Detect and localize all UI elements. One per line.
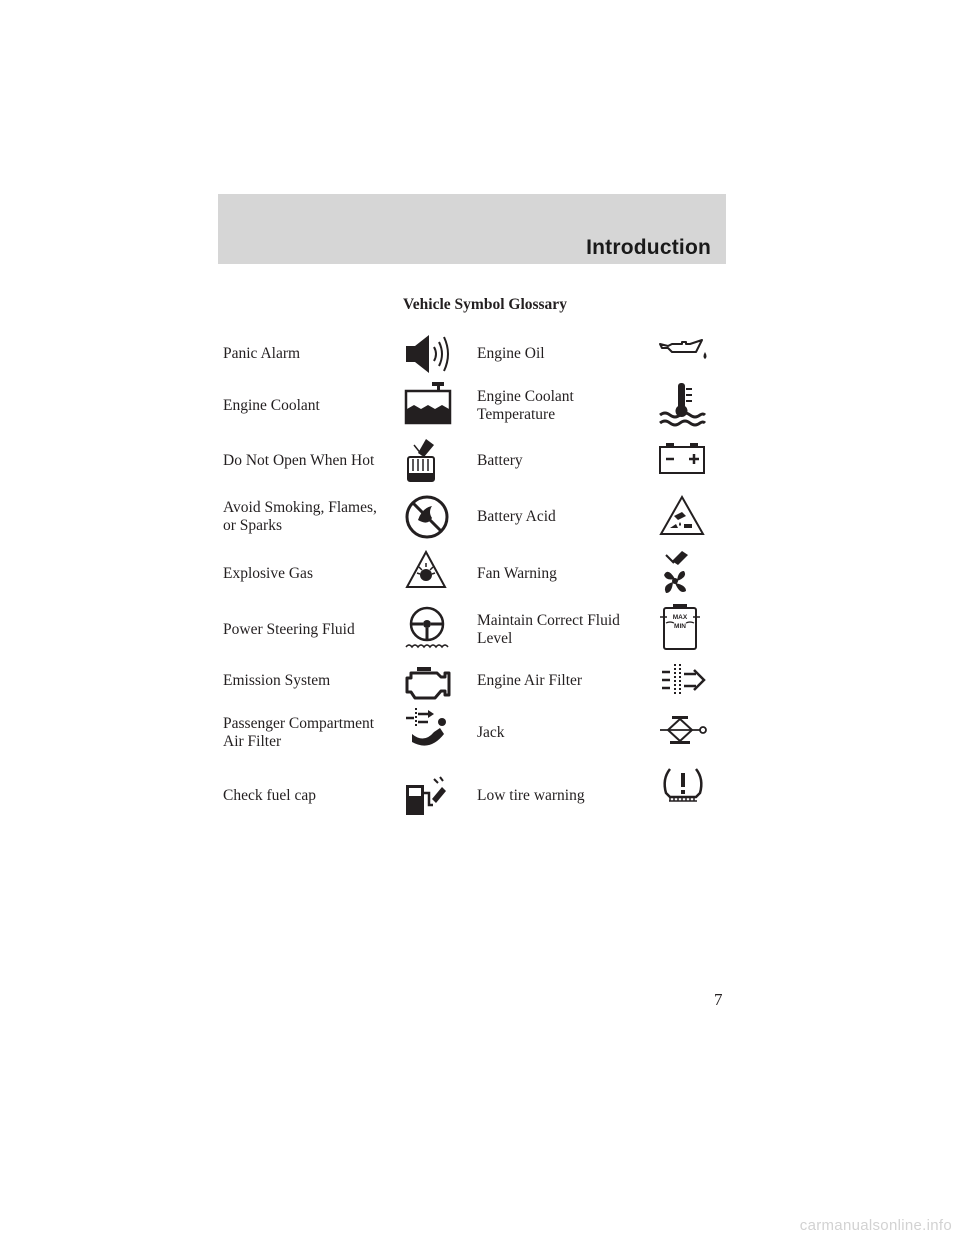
fluid-max-mark: MAX [672,614,688,621]
label-battery: Battery [477,452,523,469]
label-engine-coolant-temperature: Engine Coolant Temperature [477,388,574,423]
label-do-not-open-when-hot: Do Not Open When Hot [223,452,375,469]
label-fan-warning: Fan Warning [477,565,557,582]
glossary-title: Vehicle Symbol Glossary [403,296,567,313]
fuel-cap-icon [404,775,448,817]
oil-can-icon [658,338,710,362]
steering-wheel-icon [404,605,450,651]
label-explosive-gas: Explosive Gas [223,565,313,582]
explosive-triangle-icon [404,549,448,591]
label-avoid-smoking: Avoid Smoking, Flames, or Sparks [223,499,377,534]
thermometer-icon [658,381,706,427]
fluid-level-icon [660,603,700,651]
coolant-reservoir-icon [404,381,452,425]
fluid-min-mark: MIN [674,623,686,630]
label-engine-oil: Engine Oil [477,345,545,362]
tire-pressure-icon [658,763,708,809]
radiator-hand-icon [404,437,438,483]
air-filter-icon [660,662,706,698]
engine-icon [403,665,453,701]
label-engine-coolant: Engine Coolant [223,397,320,414]
label-jack: Jack [477,724,505,741]
page-number: 7 [714,990,723,1009]
battery-icon [658,441,706,475]
acid-triangle-icon [658,494,706,538]
label-power-steering-fluid: Power Steering Fluid [223,621,355,638]
label-check-fuel-cap: Check fuel cap [223,787,316,804]
speaker-icon [403,332,455,376]
label-emission-system: Emission System [223,672,331,689]
fan-icon [660,549,690,597]
label-low-tire-warning: Low tire warning [477,787,585,804]
label-engine-air-filter: Engine Air Filter [477,672,583,689]
jack-icon [658,714,708,746]
seat-airflow-icon [404,704,450,754]
watermark-text: carmanualsonline.info [799,1217,952,1234]
label-maintain-correct-fluid-level: Maintain Correct Fluid Level [477,612,620,647]
no-smoking-icon [404,494,450,540]
label-panic-alarm: Panic Alarm [223,345,301,362]
section-title: Introduction [586,236,711,259]
label-passenger-compartment-air-filter: Passenger Compartment Air Filter [223,715,375,750]
label-battery-acid: Battery Acid [477,508,556,525]
